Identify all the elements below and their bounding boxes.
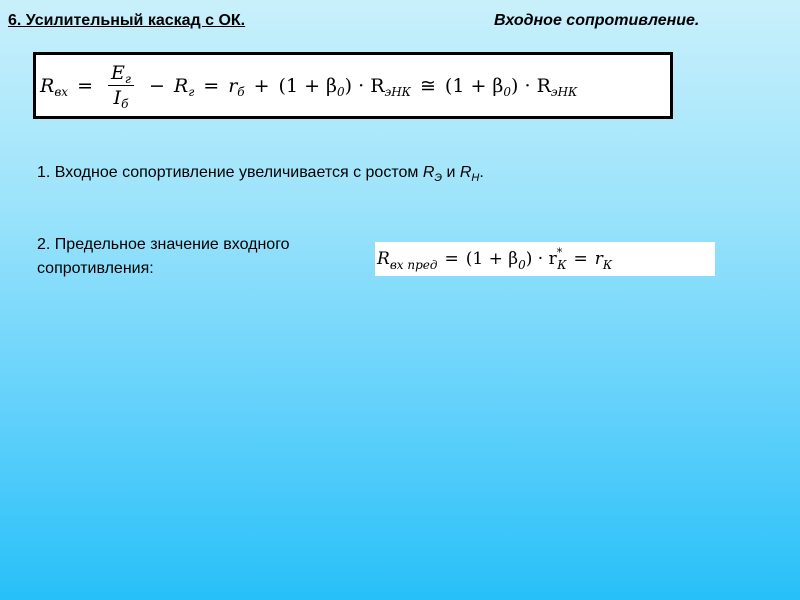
input-resistance-formula	[33, 52, 673, 119]
slide-title: 6. Усилительный каскад с ОК.	[8, 12, 246, 29]
point-1: 1. Входное сопортивление увеличивается с ростом $R_Э$ и $R_Н$.	[37, 164, 484, 184]
point-2: 2. Предельное значение входного сопротивления:	[37, 236, 290, 277]
formula-expression: R вх пред = (1 + β 0 ) · r * К = r К	[377, 245, 613, 272]
fraction: $\frac{E_г}{I_б}$	[108, 62, 134, 109]
slide-subtitle: Входное сопротивление.	[494, 12, 700, 29]
limit-resistance-formula	[375, 242, 715, 276]
formula-expression: R вх = $\frac{E_г}{I_б}$ − R г = r б + (1 + β 0 ) · R эНК ≅ (1 + β 0 ) · R эНК	[40, 62, 578, 111]
